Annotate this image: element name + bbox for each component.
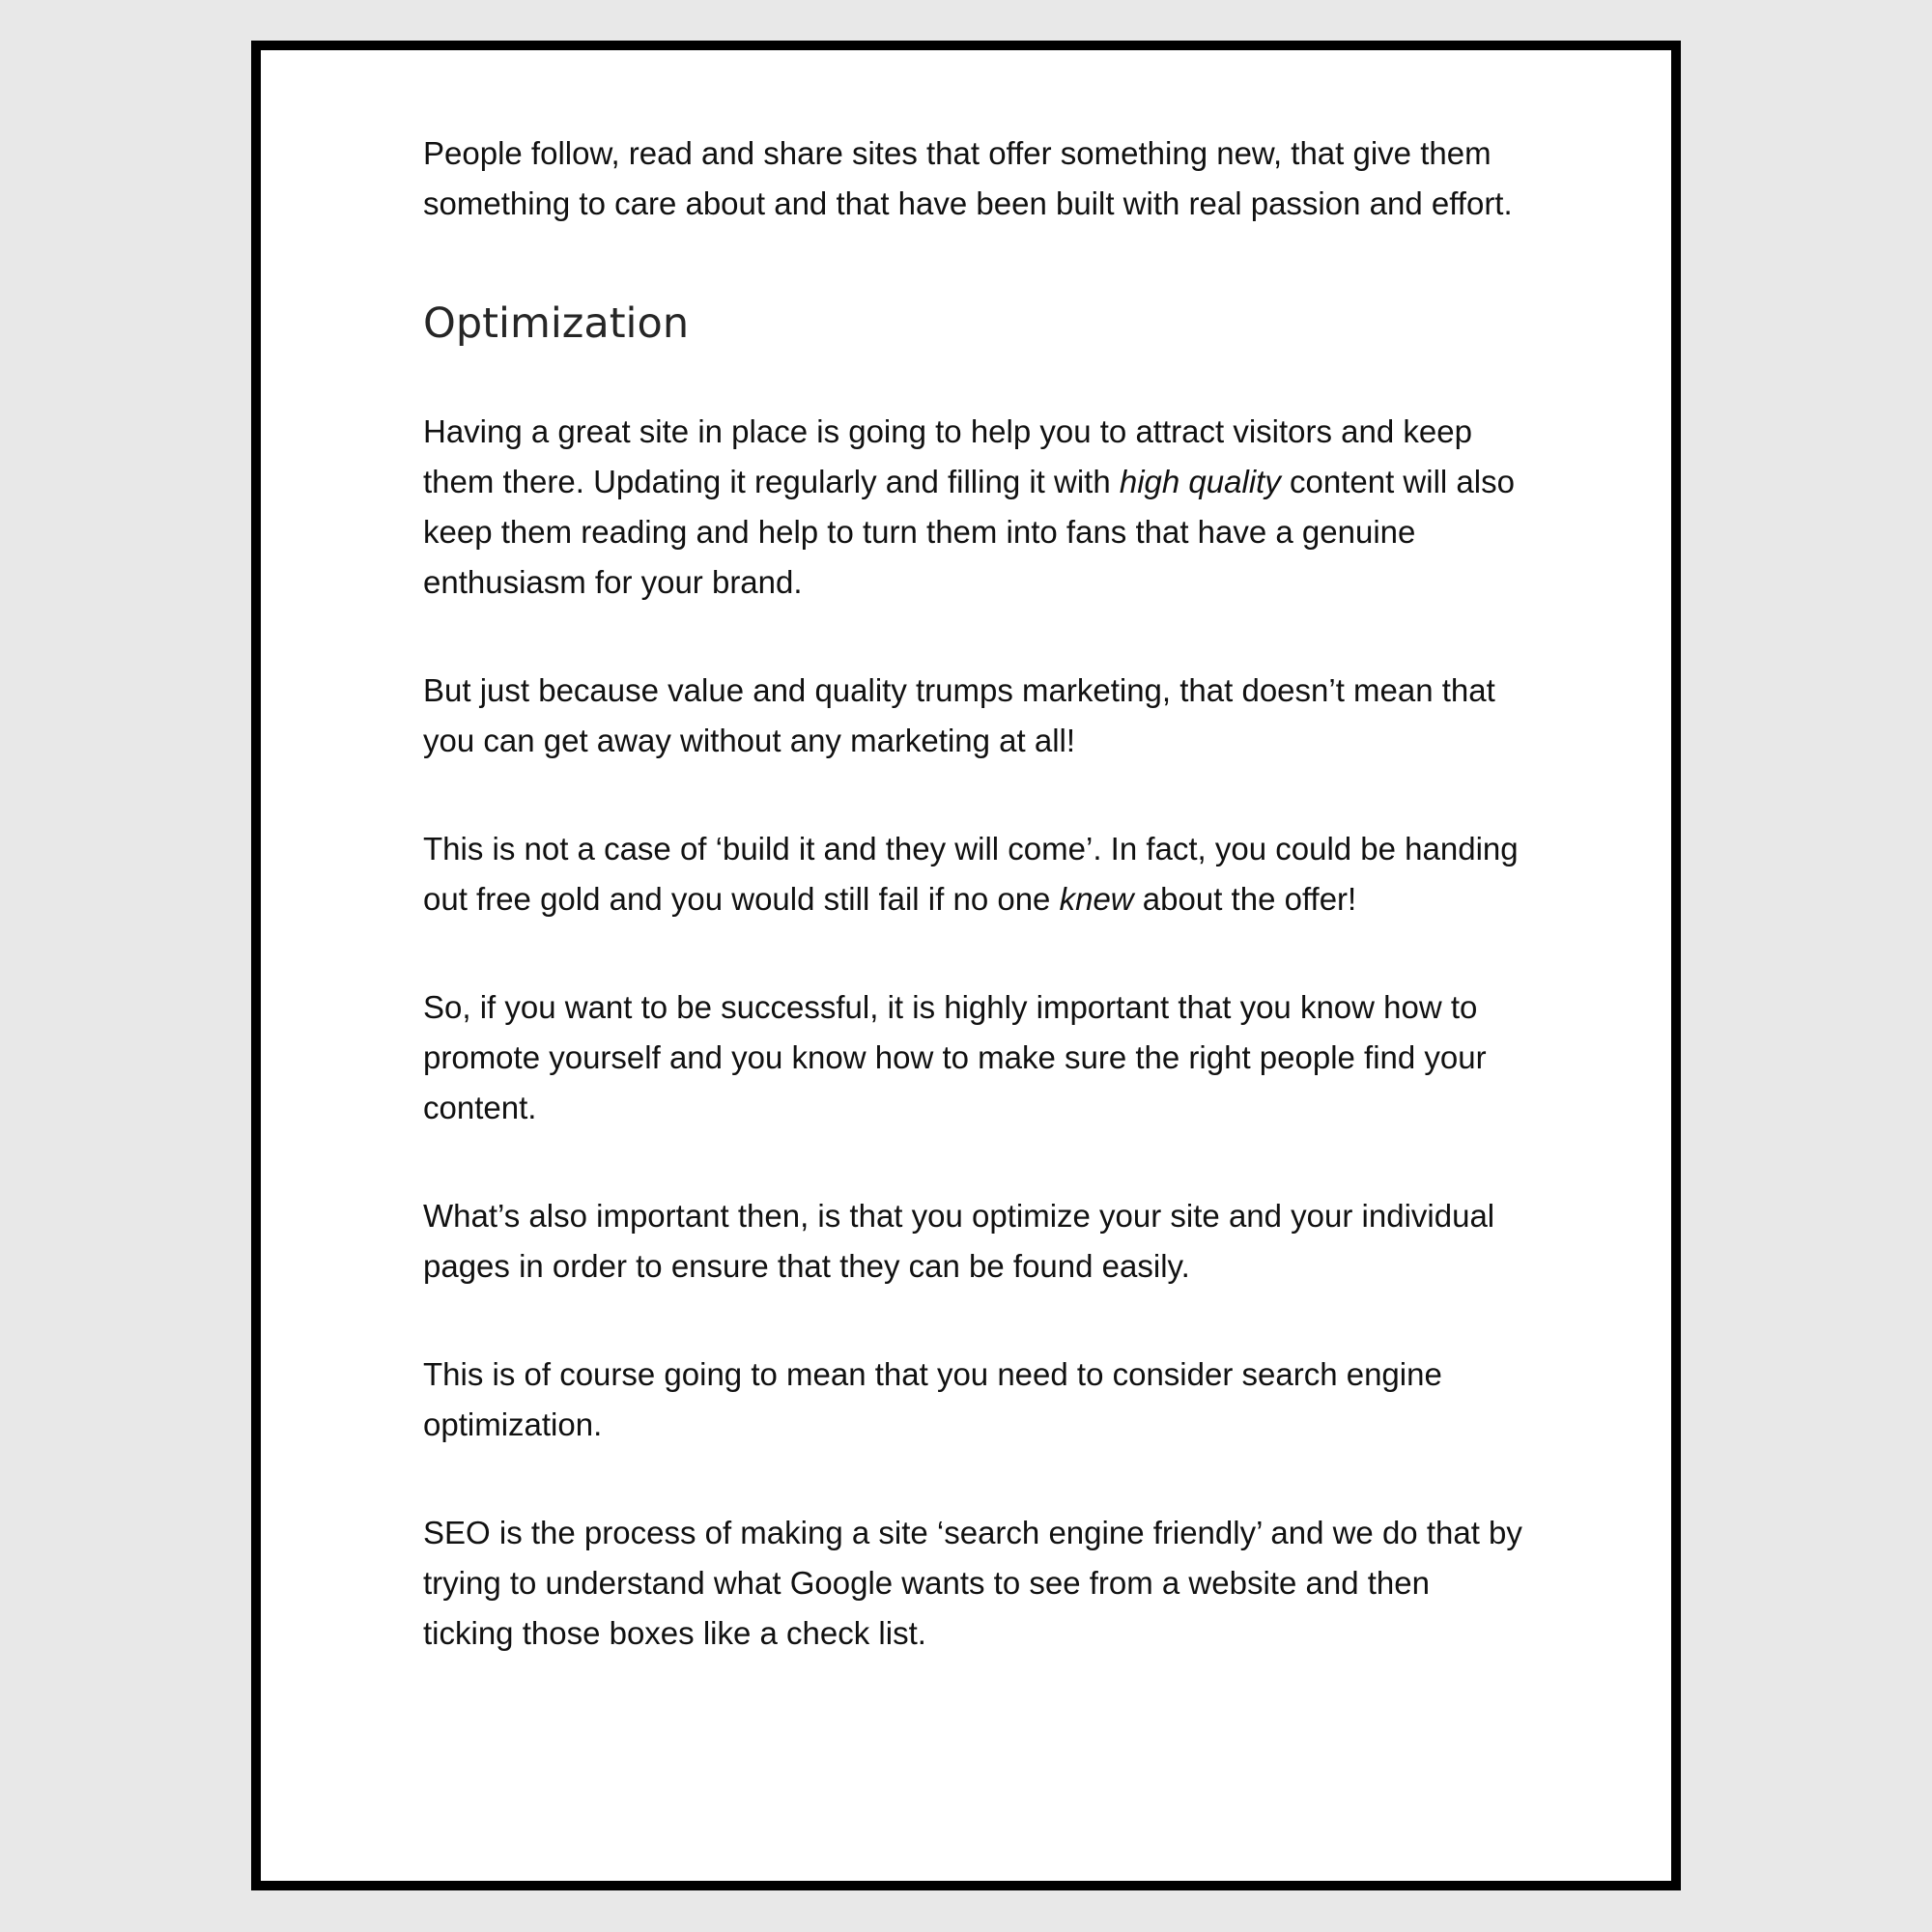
- document-page: [251, 41, 1681, 1890]
- paragraph-text: content will also keep them reading and help to turn them into fans that have a genuine enthusiasm for your brand.: [423, 464, 1515, 600]
- paragraph-seo-consider: This is of course going to mean that you need to consider search engine optimization.: [423, 1356, 1442, 1442]
- paragraph-seo-process: SEO is the process of making a site ‘search engine friendly’ and we do that by trying to understand what Google wants to see from a website and then ticking those boxes like a check list.: [423, 1515, 1522, 1651]
- section-heading-wrap: [423, 298, 1524, 349]
- page-content: [423, 128, 1524, 1659]
- paragraph-build-it: [423, 824, 1524, 924]
- paragraph-intro: People follow, read and share sites that offer something new, that give them something to care about and that have been built with real passion and effort.: [423, 135, 1513, 221]
- emphasis-text: knew: [1059, 881, 1134, 917]
- paragraph-text: This is not a case of ‘build it and they will come’. In fact, you could be handing out free gold and you would still fail if no one: [423, 831, 1519, 917]
- paragraph-great-site: [423, 407, 1524, 608]
- emphasis-text: high quality: [1119, 464, 1281, 499]
- paragraph-marketing: But just because value and quality trumps marketing, that doesn’t mean that you can get away without any marketing at all!: [423, 672, 1495, 758]
- paragraph-text: about the offer!: [1133, 881, 1357, 917]
- paragraph-successful: So, if you want to be successful, it is highly important that you know how to promote yourself and you know how to make sure the right people find your content.: [423, 989, 1487, 1125]
- paragraph-optimize: What’s also important then, is that you optimize your site and your individual pages in order to ensure that they can be found easily.: [423, 1198, 1495, 1284]
- section-heading: Optimization: [423, 299, 690, 348]
- paragraph-text: Having a great site in place is going to help you to attract visitors and keep them there. Updating it regularly and filling it with: [423, 413, 1472, 499]
